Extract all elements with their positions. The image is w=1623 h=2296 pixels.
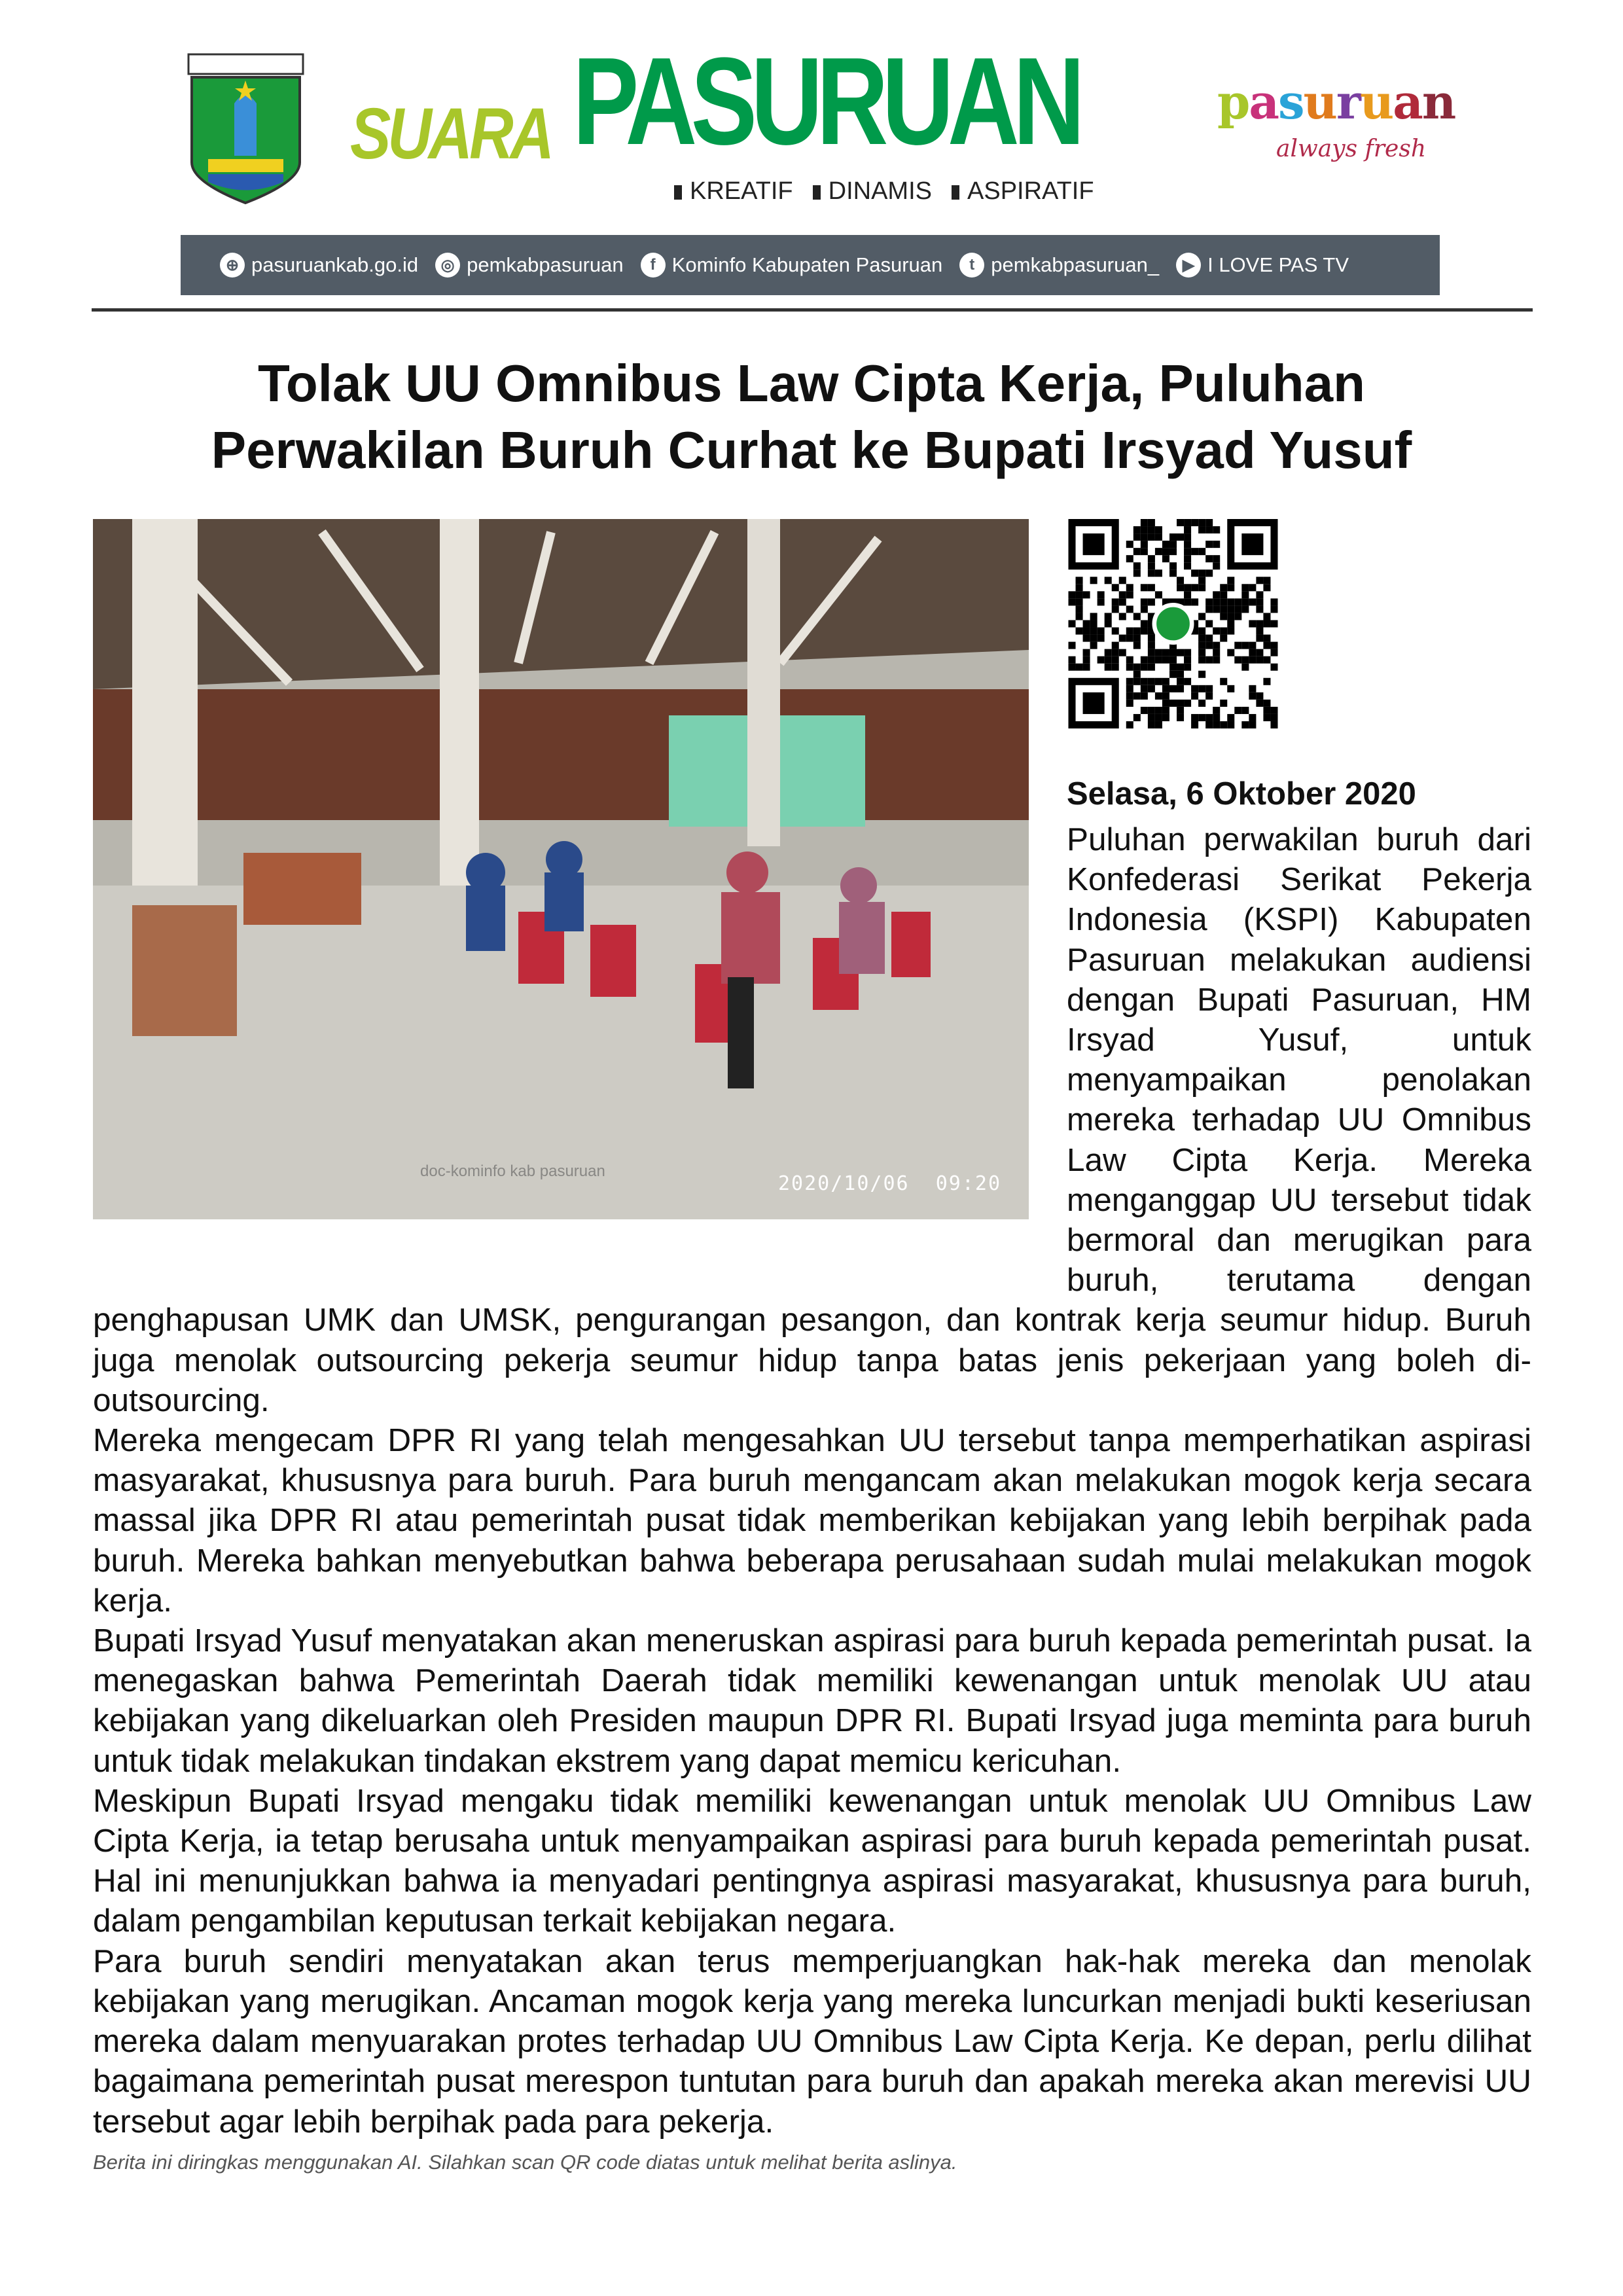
pasuruan-tourism-logo [1217, 72, 1453, 190]
photo-timestamp: 2020/10/06 09:20 [777, 1172, 1001, 1195]
photo-watermark: doc-kominfo kab pasuruan [420, 1162, 605, 1180]
tagline-item: DINAMIS [813, 178, 932, 206]
suara-pasuruan-masthead [350, 32, 1175, 174]
article-paragraph: Para buruh sendiri menyatakan akan terus memperjuangkan hak-hak mereka dan menolak kebijakan yang merugikan. Ancaman mogok kerja yang mereka luncurkan menjadi bukti keseriusan mereka dalam menyuarakan protes terhadap UU Omnibus Law Cipta Kerja. Ke depan, perlu dilihat bagaimana pemerintah pusat merespon tuntutan para buruh dan apakah mereka akan merevisi UU tersebut agar lebih berpihak pada para pekerja. [93, 1943, 1531, 2140]
social-links-bar [181, 235, 1440, 295]
tagline-item: ASPIRATIF [952, 178, 1094, 206]
social-instagram[interactable]: ◎ pemkabpasuruan [435, 253, 624, 278]
twitter-icon: t [959, 253, 984, 278]
facebook-icon: f [641, 253, 666, 278]
qr-code[interactable] [1067, 519, 1279, 728]
youtube-icon: ▶ [1176, 253, 1201, 278]
header-divider [92, 308, 1533, 312]
meeting-hall-photo [93, 519, 1029, 1219]
tourism-wordmark: pasuruan [1217, 74, 1455, 130]
article-paragraph: Puluhan perwakilan buruh dari Konfederasi Serikat Pekerja Indonesia (KSPI) Kabupaten Pasuruan melakukan audiensi dengan Bupati Pasuruan, HM Irsyad Yusuf, untuk menyampaikan penolakan mereka terhadap UU Omnibus Law Cipta Kerja. Mereka menganggap UU tersebut tidak bermoral dan merugikan para buruh, terutama dengan penghapusan UMK dan UMSK, pengurangan pesangon, dan kontrak kerja seumur hidup. Buruh juga menolak outsourcing pekerja seumur hidup tanpa batas jenis pekerjaan yang boleh di-outsourcing. [93, 821, 1531, 1418]
article-paragraph: Meskipun Bupati Irsyad mengaku tidak memiliki kewenangan untuk menolak UU Omnibus Law Cipta Kerja, ia tetap berusaha untuk menyampaikan aspirasi para buruh kepada pemerintah pusat. Hal ini menunjukkan bahwa ia menyadari pentingnya aspirasi masyarakat, khususnya para buruh, dalam pengambilan keputusan terkait kebijakan negara. [93, 1782, 1531, 1939]
social-youtube[interactable]: ▶ I LOVE PAS TV [1176, 253, 1349, 278]
tagline [674, 178, 1094, 206]
tourism-slogan: always fresh [1276, 135, 1427, 162]
social-facebook[interactable]: f Kominfo Kabupaten Pasuruan [641, 253, 943, 278]
article-paragraph: Mereka mengecam DPR RI yang telah mengesahkan UU tersebut tanpa memperhatikan aspirasi masyarakat, khususnya para buruh. Para buruh mengancam akan melakukan mogok kerja secara massal jika DPR RI atau pemerintah pusat tidak memberikan kebijakan yang lebih berpihak pada buruh. Mereka bahkan menyebutkan bahwa beberapa perusahaan sudah mulai melakukan mogok kerja. [93, 1422, 1531, 1619]
kabupaten-pasuruan-crest [182, 51, 310, 205]
article-photo [93, 519, 1029, 1219]
tagline-item: KREATIF [674, 178, 793, 206]
instagram-icon: ◎ [435, 253, 460, 278]
ai-summary-footnote: Berita ini diringkas menggunakan AI. Silahkan scan QR code diatas untuk melihat berita aslinya. [93, 2150, 957, 2174]
brand-suara: SUARA [350, 94, 551, 174]
article-title: Tolak UU Omnibus Law Cipta Kerja, Puluhan Perwakilan Buruh Curhat ke Bupati Irsyad Yusuf [211, 354, 1412, 479]
article-body [93, 519, 1531, 2176]
social-website[interactable]: ⊕ pasuruankab.go.id [220, 253, 418, 278]
brand-pasuruan: PASURUAN [573, 32, 1079, 171]
article-paragraph: Bupati Irsyad Yusuf menyatakan akan meneruskan aspirasi para buruh kepada pemerintah pusat. Ia menegaskan bahwa Pemerintah Daerah tidak memiliki kewenangan untuk menolak UU atau kebijakan yang dikeluarkan oleh Presiden maupun DPR RI. Bupati Irsyad juga meminta para buruh untuk tidak melakukan tindakan ekstrem yang dapat memicu kericuhan. [93, 1623, 1531, 1779]
globe-icon: ⊕ [220, 253, 245, 278]
article-date: Selasa, 6 Oktober 2020 [1067, 776, 1416, 812]
social-twitter[interactable]: t pemkabpasuruan_ [959, 253, 1159, 278]
